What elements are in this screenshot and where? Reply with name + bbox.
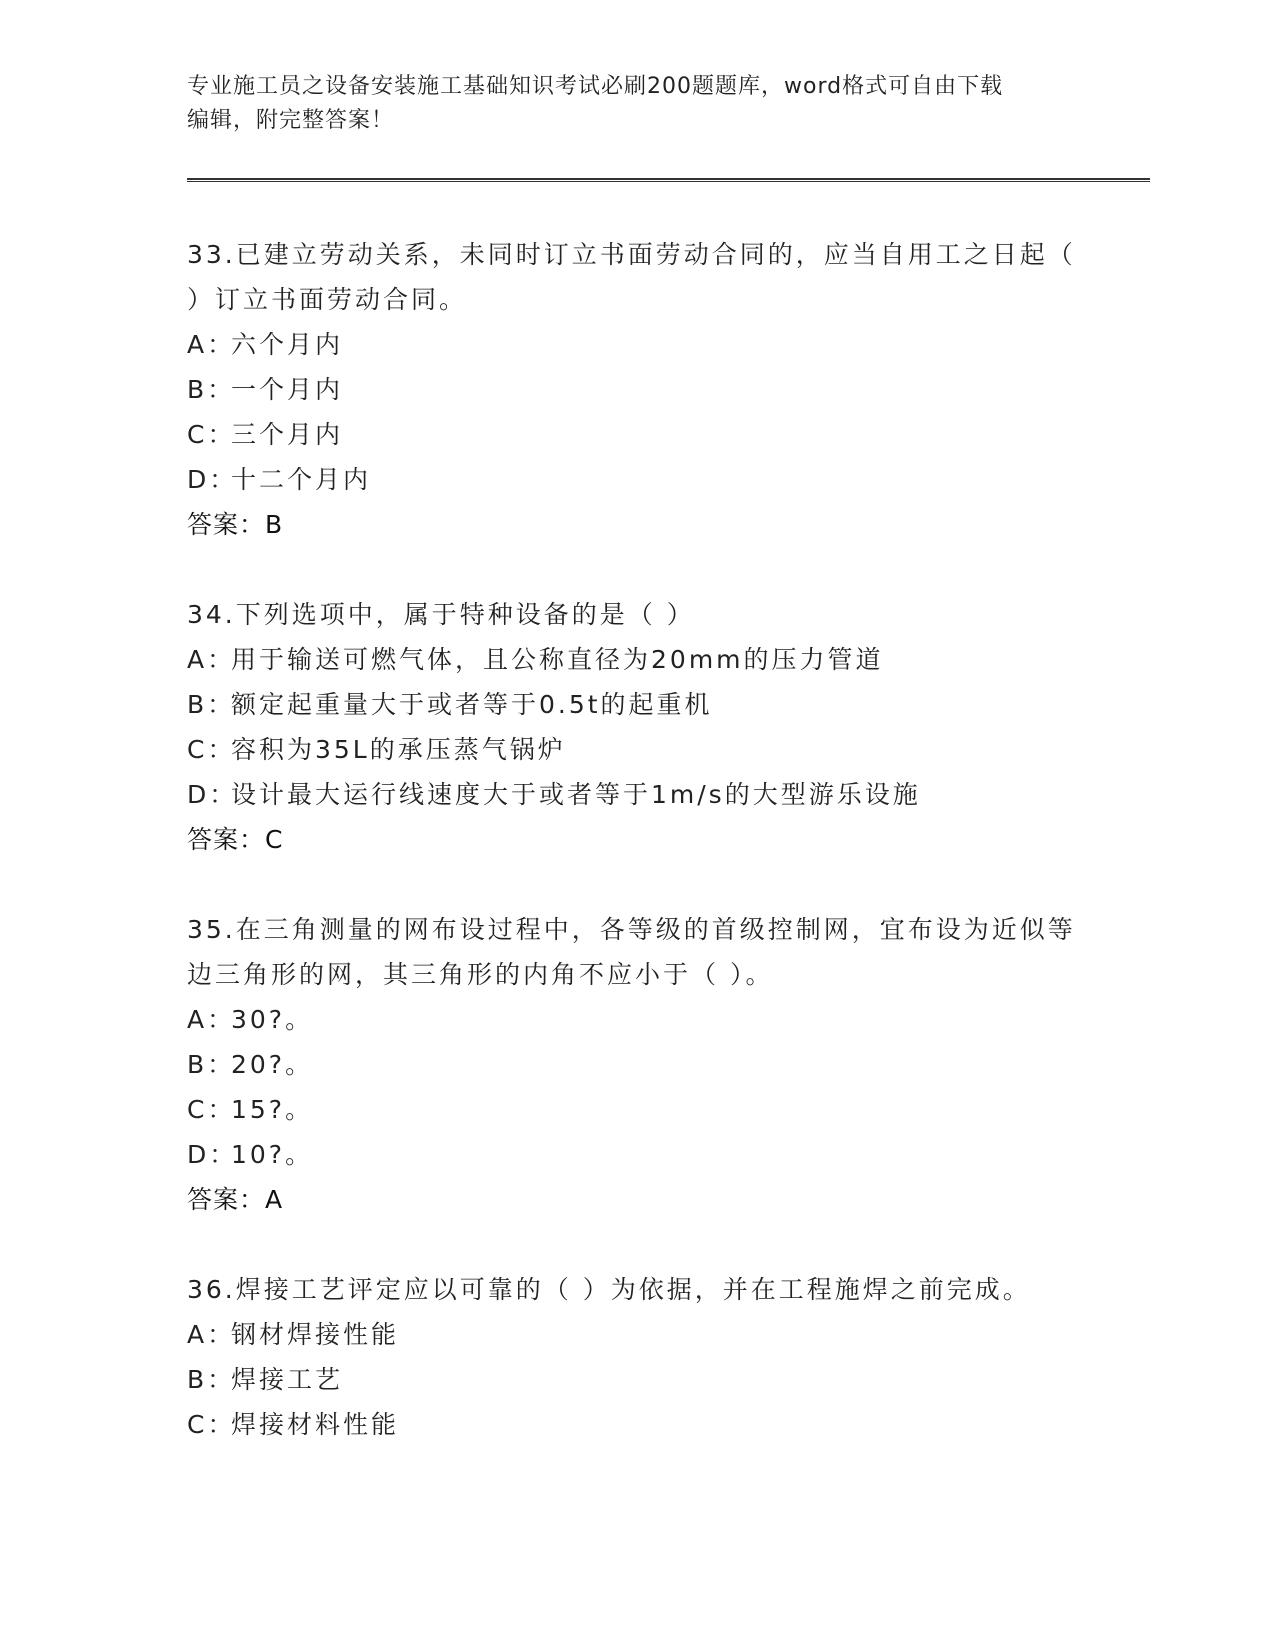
option-b (187, 682, 1087, 727)
question-35 (187, 907, 1087, 1222)
option-text: 设计最大运行线速度大于或者等于1m/s的大型游乐设施 (231, 780, 921, 809)
answer-line: 答案：A (187, 1185, 284, 1214)
option-c (187, 412, 1087, 457)
option-text: 六个月内 (231, 330, 344, 359)
option-text: 容积为35L的承压蒸气锅炉 (231, 735, 566, 764)
option-text: 10?。 (231, 1140, 314, 1169)
option-letter: D： (187, 465, 238, 494)
option-a (187, 1312, 1087, 1357)
question-34 (187, 592, 1087, 862)
option-c (187, 1087, 1087, 1132)
question-stem: 34.下列选项中，属于特种设备的是（ ） (187, 600, 695, 629)
option-text: 20?。 (231, 1050, 314, 1079)
option-letter: C： (187, 1410, 236, 1439)
option-text: 用于输送可燃气体，且公称直径为20mm的压力管道 (231, 645, 884, 674)
question-36 (187, 1267, 1087, 1447)
option-letter: B： (187, 1050, 236, 1079)
option-text: 焊接材料性能 (231, 1410, 400, 1439)
option-text: 钢材焊接性能 (231, 1320, 400, 1349)
question-33 (187, 232, 1087, 547)
option-d (187, 457, 1087, 502)
option-letter: A： (187, 330, 236, 359)
question-stem: 36.焊接工艺评定应以可靠的（ ）为依据，并在工程施焊之前完成。 (187, 1275, 1031, 1304)
option-text: 额定起重量大于或者等于0.5t的起重机 (231, 690, 713, 719)
option-letter: C： (187, 1095, 236, 1124)
option-a (187, 997, 1087, 1042)
option-letter: C： (187, 735, 236, 764)
option-c (187, 1402, 1087, 1447)
option-letter: B： (187, 1365, 236, 1394)
option-letter: B： (187, 375, 236, 404)
answer-line: 答案：C (187, 825, 284, 854)
option-text: 30?。 (231, 1005, 314, 1034)
answer-line: 答案：B (187, 510, 284, 539)
option-text: 15?。 (231, 1095, 314, 1124)
option-b (187, 1042, 1087, 1087)
option-letter: C： (187, 420, 236, 449)
option-a (187, 322, 1087, 367)
option-letter: D： (187, 780, 238, 809)
question-stem: 35.在三角测量的网布设过程中，各等级的首级控制网，宜布设为近似等边三角形的网，其三角形的内角不应小于（ ）。 (187, 915, 1076, 989)
option-text: 焊接工艺 (231, 1365, 344, 1394)
header-line-1: 专业施工员之设备安装施工基础知识考试必刷200题题库，word格式可自由下载 (187, 74, 1004, 99)
question-list (187, 232, 1087, 1492)
option-text: 三个月内 (231, 420, 344, 449)
question-stem: 33.已建立劳动关系，未同时订立书面劳动合同的，应当自用工之日起（ ）订立书面劳动合同。 (187, 240, 1076, 314)
option-d (187, 772, 1087, 817)
option-text: 一个月内 (231, 375, 344, 404)
option-letter: B： (187, 690, 236, 719)
option-text: 十二个月内 (231, 465, 372, 494)
option-c (187, 727, 1087, 772)
option-letter: A： (187, 1005, 236, 1034)
option-b (187, 1357, 1087, 1402)
option-b (187, 367, 1087, 412)
header-line-2: 编辑，附完整答案！ (187, 108, 395, 133)
option-d (187, 1132, 1087, 1177)
option-a (187, 637, 1087, 682)
option-letter: D： (187, 1140, 238, 1169)
option-letter: A： (187, 1320, 236, 1349)
document-header (187, 70, 1087, 138)
option-letter: A： (187, 645, 236, 674)
header-divider (187, 178, 1150, 182)
